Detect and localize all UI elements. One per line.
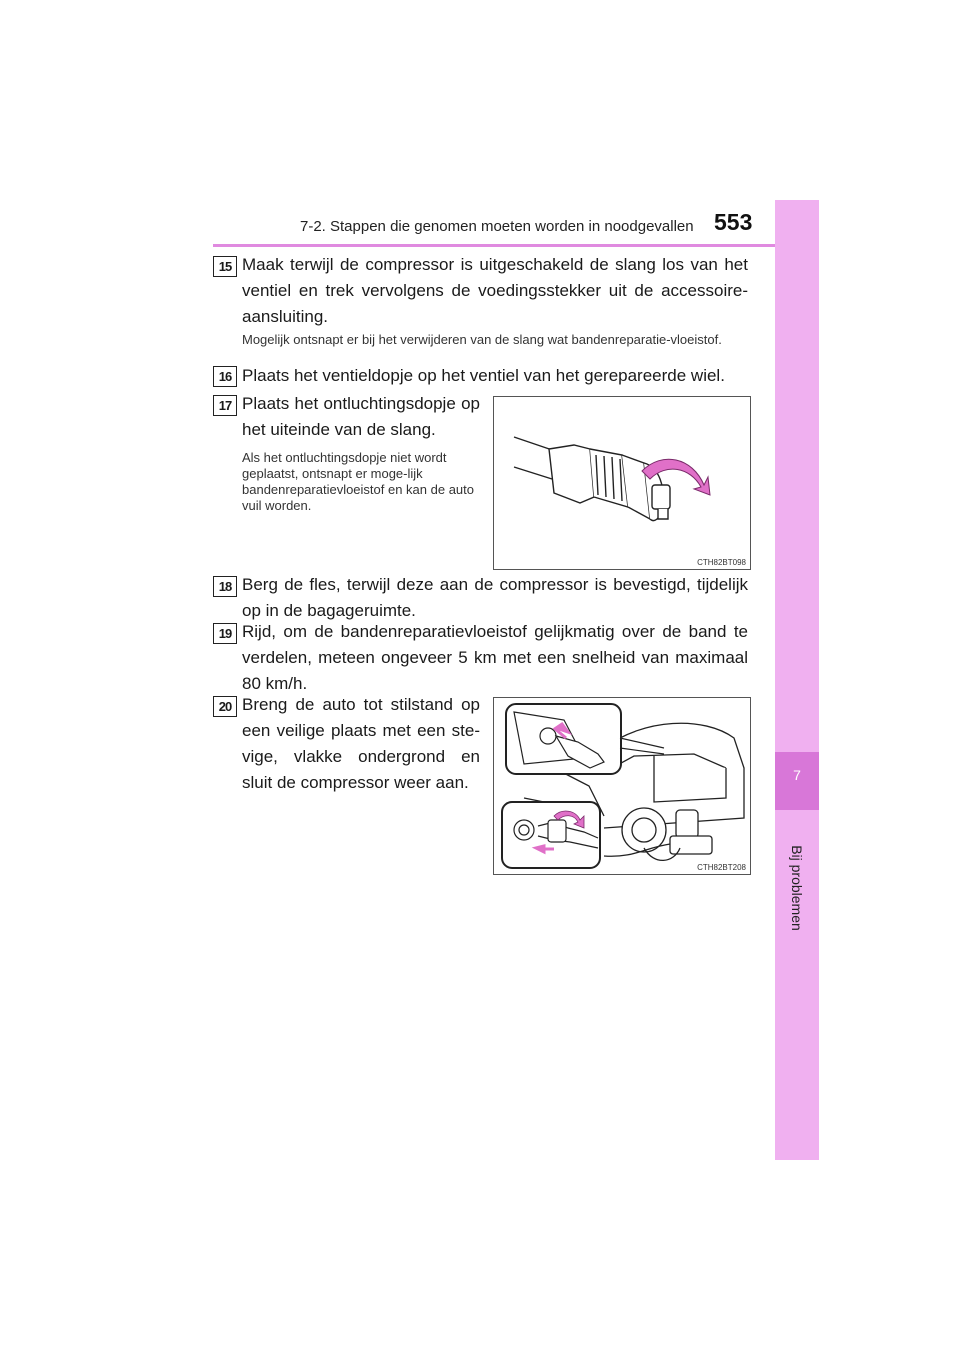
step-19-badge: 19 (213, 623, 237, 644)
step-15-note: Mogelijk ontsnapt er bij het verwijderen van de slang wat bandenreparatie-vloeistof. (242, 332, 722, 347)
figure-code: CTH82BT208 (697, 863, 746, 872)
step-15-badge: 15 (213, 256, 237, 277)
figure-bleed-cap (493, 396, 751, 570)
step-18-badge: 18 (213, 576, 237, 597)
step-20-text: Breng de auto tot stilstand op een veilige plaats met een ste-vige, vlakke ondergrond en sluit de compressor weer aan. (242, 695, 480, 792)
step-16-badge: 16 (213, 366, 237, 387)
hose-cap-illustration (494, 397, 750, 569)
header-divider (213, 244, 791, 247)
step-16-text: Plaats het ventieldopje op het ventiel van het gerepareerde wiel. (242, 366, 725, 385)
chapter-side-tab (775, 200, 819, 1160)
step-19-text: Rijd, om de bandenreparatievloeistof gelijkmatig over de band te verdelen, meteen ongeveer 5 km met een snelheid van maximaal 80 km/h. (242, 622, 748, 693)
step-17-note: Als het ontluchtingsdopje niet wordt geplaatst, ontsnapt er moge-lijk bandenreparatievloeistof en kan de auto vuil worden. (242, 450, 475, 513)
step-17-badge: 17 (213, 395, 237, 416)
step-18-text: Berg de fles, terwijl deze aan de compressor is bevestigd, tijdelijk op in de bagageruimte. (242, 575, 748, 620)
car-compressor-illustration (494, 698, 750, 874)
chapter-number: 7 (793, 767, 801, 783)
step-20-badge: 20 (213, 696, 237, 717)
page-number: 553 (714, 209, 753, 235)
figure-compressor-reconnect (493, 697, 751, 875)
figure-code: CTH82BT098 (697, 558, 746, 567)
step-17-text: Plaats het ontluchtingsdopje op het uiteinde van de slang. (242, 394, 480, 439)
section-title: 7-2. Stappen die genomen moeten worden in noodgevallen (300, 218, 694, 235)
step-15-text: Maak terwijl de compressor is uitgeschakeld de slang los van het ventiel en trek vervolgens de voedingsstekker uit de accessoire-aansluiting. (242, 255, 748, 326)
chapter-label: Bij problemen (789, 845, 805, 931)
